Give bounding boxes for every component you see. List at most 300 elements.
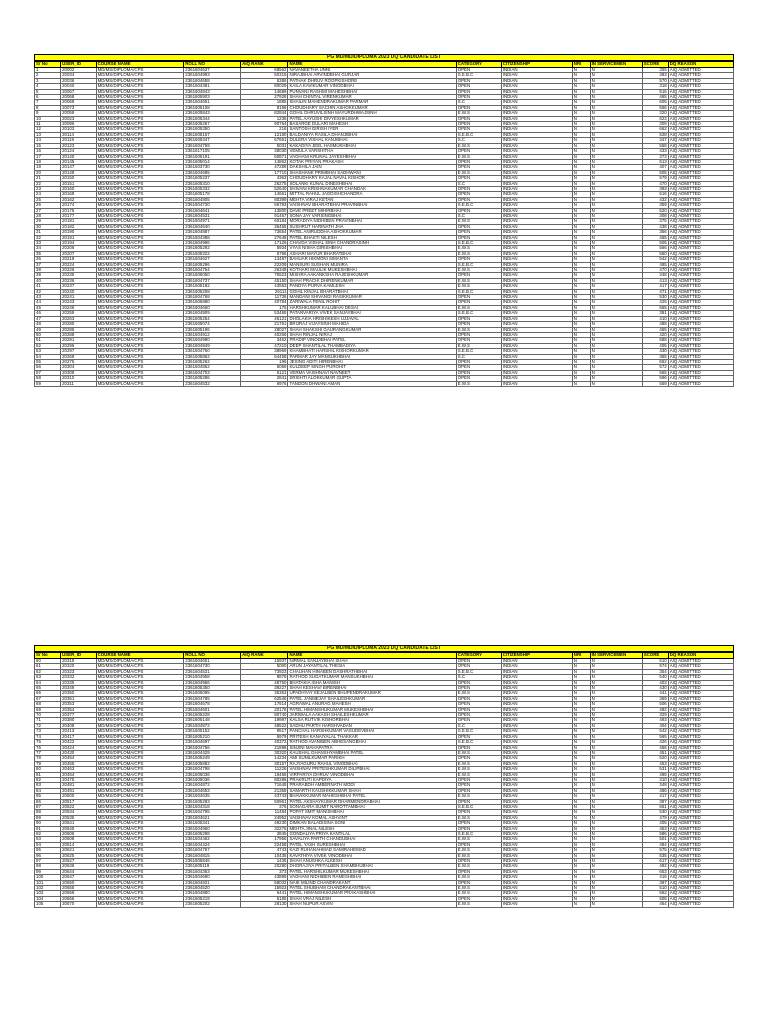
cell-category: OPEN (456, 316, 501, 321)
cell-category: E.W.S (456, 691, 501, 696)
cell-score: 453 (642, 761, 668, 766)
cell-sr-no: 3 (35, 78, 61, 83)
cell-score: 470 (642, 181, 668, 186)
cell-sr-no: 84 (35, 788, 61, 793)
cell-course-name: MD/MS/DIPLOMA/CPS (96, 896, 184, 901)
cell-name: SOLANKI KUNAL DINESHBHAI (288, 181, 456, 186)
cell-in-servicemen: N (590, 832, 642, 837)
cell-aiq-rank: 5185 (241, 896, 288, 901)
cell-category: S.E.B.C (456, 729, 501, 734)
cell-roll-no: 2361605283 (184, 799, 241, 804)
cell-user-id: 20621 (61, 848, 97, 853)
cell-score: 535 (642, 853, 668, 858)
cell-aiq-rank: 2841 (241, 376, 288, 381)
cell-dq-reason: AIQ ADMITTED (668, 305, 733, 310)
cell-name: PARMAR JAY MANSUKHBHAI (288, 354, 456, 359)
header-course-name: COURSE NAME (96, 62, 184, 68)
cell-category: OPEN (456, 376, 501, 381)
cell-in-servicemen: N (590, 864, 642, 869)
cell-citizenship: INDIAN (501, 311, 572, 316)
cell-dq-reason: AIQ ADMITTED (668, 864, 733, 869)
cell-category: E.W.S (456, 864, 501, 869)
cell-score: 495 (642, 772, 668, 777)
cell-name: DEEP SHANTILAL THAMBADIYA (288, 343, 456, 348)
header-name: NAME (288, 653, 456, 659)
cell-dq-reason: AIQ ADMITTED (668, 772, 733, 777)
cell-course-name: MD/MS/DIPLOMA/CPS (96, 713, 184, 718)
cell-roll-no: 2361604798 (184, 767, 241, 772)
cell-sr-no: 49 (35, 327, 61, 332)
cell-name: SONAGARA SUMIT NAROTTAMBHAI (288, 804, 456, 809)
cell-citizenship: INDIAN (501, 837, 572, 842)
cell-roll-no: 2361604531 (184, 669, 241, 674)
cell-citizenship: INDIAN (501, 203, 572, 208)
cell-in-servicemen: N (590, 826, 642, 831)
cell-user-id: 20280 (61, 322, 97, 327)
cell-user-id: 20190 (61, 230, 97, 235)
cell-aiq-rank: 14234 (241, 756, 288, 761)
cell-course-name: MD/MS/DIPLOMA/CPS (96, 284, 184, 289)
cell-category: E.W.S (456, 154, 501, 159)
cell-in-servicemen: N (590, 664, 642, 669)
cell-score: 425 (642, 300, 668, 305)
cell-citizenship: INDIAN (501, 273, 572, 278)
cell-name: NAIK MILIND CHANDRAKANT (288, 880, 456, 885)
cell-user-id: 20320 (61, 664, 97, 669)
cell-name: VERMA VAISHNAVI NAVNEET (288, 370, 456, 375)
cell-aiq-rank: 196 (241, 359, 288, 364)
cell-in-servicemen: N (590, 251, 642, 256)
cell-roll-no: 2361605167 (184, 132, 241, 137)
cell-category: S.E.B.C (456, 311, 501, 316)
cell-category: OPEN (456, 799, 501, 804)
cell-dq-reason: AIQ ADMITTED (668, 669, 733, 674)
cell-dq-reason: AIQ ADMITTED (668, 365, 733, 370)
cell-nri: N (572, 197, 590, 202)
cell-dq-reason: AIQ ADMITTED (668, 111, 733, 116)
cell-roll-no: 2361605249 (184, 756, 241, 761)
cell-citizenship: INDIAN (501, 230, 572, 235)
cell-course-name: MD/MS/DIPLOMA/CPS (96, 246, 184, 251)
cell-score: 623 (642, 116, 668, 121)
cell-name: PATEL HIMANSHUKUMAR PRAKASHBHAI (288, 891, 456, 896)
cell-aiq-rank: 9879 (241, 675, 288, 680)
cell-citizenship: INDIAN (501, 186, 572, 191)
cell-name: KAKADIYA JEEL HASMUKHBHAI (288, 143, 456, 148)
cell-citizenship: INDIAN (501, 359, 572, 364)
cell-in-servicemen: N (590, 289, 642, 294)
cell-citizenship: INDIAN (501, 902, 572, 907)
cell-roll-no: 2361605262 (184, 359, 241, 364)
cell-aiq-rank: 216 (241, 127, 288, 132)
cell-score: 570 (642, 78, 668, 83)
cell-category: OPEN (456, 821, 501, 826)
cell-category: S.E.B.C (456, 804, 501, 809)
cell-score: 662 (642, 127, 668, 132)
cell-citizenship: INDIAN (501, 262, 572, 267)
cell-course-name: MD/MS/DIPLOMA/CPS (96, 767, 184, 772)
cell-roll-no: 2361604627 (184, 257, 241, 262)
cell-citizenship: INDIAN (501, 702, 572, 707)
cell-roll-no: 2361605119 (184, 864, 241, 869)
cell-nri: N (572, 73, 590, 78)
cell-dq-reason: AIQ ADMITTED (668, 810, 733, 815)
cell-course-name: MD/MS/DIPLOMA/CPS (96, 875, 184, 880)
cell-sr-no: 17 (35, 154, 61, 159)
cell-citizenship: INDIAN (501, 68, 572, 73)
cell-category: E.W.S (456, 170, 501, 175)
cell-citizenship: INDIAN (501, 875, 572, 880)
cell-aiq-rank: 43553 (241, 284, 288, 289)
cell-in-servicemen: N (590, 122, 642, 127)
cell-roll-no: 2361605095 (184, 691, 241, 696)
cell-sr-no: 5 (35, 89, 61, 94)
cell-roll-no: 2361604462 (184, 837, 241, 842)
cell-sr-no: 86 (35, 799, 61, 804)
cell-score: 516 (642, 89, 668, 94)
cell-name: SRISHTI ALOKKUMAR GUPTA (288, 376, 456, 381)
cell-in-servicemen: N (590, 295, 642, 300)
header-in-servicemen: IN SERVICEMEN (590, 62, 642, 68)
cell-sr-no: 77 (35, 750, 61, 755)
cell-in-servicemen: N (590, 327, 642, 332)
cell-name: AMI SUNILKUMAR PARIKH (288, 756, 456, 761)
cell-citizenship: INDIAN (501, 89, 572, 94)
cell-aiq-rank: 17126 (241, 241, 288, 246)
cell-aiq-rank: 6441 (241, 891, 288, 896)
cell-sr-no: 10 (35, 116, 61, 121)
cell-category: OPEN (456, 116, 501, 121)
cell-category: OPEN (456, 713, 501, 718)
cell-roll-no: 2361604653 (184, 788, 241, 793)
cell-roll-no: 2361604880 (184, 891, 241, 896)
cell-course-name: MD/MS/DIPLOMA/CPS (96, 295, 184, 300)
cell-dq-reason: AIQ ADMITTED (668, 149, 733, 154)
cell-category: S.E.B.C (456, 740, 501, 745)
cell-citizenship: INDIAN (501, 788, 572, 793)
cell-sr-no: 61 (35, 664, 61, 669)
cell-course-name: MD/MS/DIPLOMA/CPS (96, 723, 184, 728)
cell-course-name: MD/MS/DIPLOMA/CPS (96, 127, 184, 132)
cell-category: OPEN (456, 826, 501, 831)
cell-dq-reason: AIQ ADMITTED (668, 804, 733, 809)
cell-user-id: 20659 (61, 891, 97, 896)
cell-citizenship: INDIAN (501, 723, 572, 728)
cell-in-servicemen: N (590, 680, 642, 685)
cell-score: 310 (642, 777, 668, 782)
cell-name: ZARIWALA FENIL ROHIT (288, 300, 456, 305)
cell-aiq-rank: 43743 (241, 794, 288, 799)
cell-citizenship: INDIAN (501, 338, 572, 343)
cell-course-name: MD/MS/DIPLOMA/CPS (96, 300, 184, 305)
cell-dq-reason: AIQ ADMITTED (668, 246, 733, 251)
cell-category: OPEN (456, 859, 501, 864)
cell-course-name: MD/MS/DIPLOMA/CPS (96, 251, 184, 256)
cell-user-id: 20275 (61, 359, 97, 364)
cell-roll-no: 2361605846 (184, 859, 241, 864)
cell-course-name: MD/MS/DIPLOMA/CPS (96, 68, 184, 73)
cell-citizenship: INDIAN (501, 799, 572, 804)
cell-aiq-rank: 67661 (241, 138, 288, 143)
cell-course-name: MD/MS/DIPLOMA/CPS (96, 842, 184, 847)
cell-course-name: MD/MS/DIPLOMA/CPS (96, 664, 184, 669)
cell-name: SHAH CHINTAL VIRENKUMAR (288, 95, 456, 100)
cell-sr-no: 38 (35, 268, 61, 273)
cell-dq-reason: AIQ ADMITTED (668, 896, 733, 901)
cell-citizenship: INDIAN (501, 381, 572, 386)
cell-name: POPAT SMIT MANISHBHAI (288, 810, 456, 815)
cell-in-servicemen: N (590, 788, 642, 793)
cell-aiq-rank: 15923 (241, 886, 288, 891)
cell-category: E.W.S (456, 886, 501, 891)
cell-category: E.W.S (456, 343, 501, 348)
cell-score: 530 (642, 295, 668, 300)
cell-name: NAVANEETHA UNNI (288, 68, 456, 73)
cell-user-id: 20636 (61, 864, 97, 869)
cell-citizenship: INDIAN (501, 73, 572, 78)
cell-course-name: MD/MS/DIPLOMA/CPS (96, 756, 184, 761)
cell-in-servicemen: N (590, 799, 642, 804)
cell-score: 565 (642, 734, 668, 739)
cell-citizenship: INDIAN (501, 170, 572, 175)
cell-citizenship: INDIAN (501, 343, 572, 348)
cell-in-servicemen: N (590, 241, 642, 246)
cell-course-name: MD/MS/DIPLOMA/CPS (96, 132, 184, 137)
cell-score: 556 (642, 105, 668, 110)
cell-in-servicemen: N (590, 837, 642, 842)
cell-roll-no: 2361604760 (184, 349, 241, 354)
cell-category: S.C (456, 723, 501, 728)
cell-roll-no: 2361605862 (184, 354, 241, 359)
cell-nri: N (572, 170, 590, 175)
cell-citizenship: INDIAN (501, 691, 572, 696)
cell-nri: N (572, 192, 590, 197)
cell-score: 413 (642, 278, 668, 283)
cell-citizenship: INDIAN (501, 740, 572, 745)
cell-user-id: 20040 (61, 84, 97, 89)
cell-citizenship: INDIAN (501, 105, 572, 110)
cell-in-servicemen: N (590, 89, 642, 94)
cell-roll-no: 2361605108 (184, 105, 241, 110)
cell-roll-no: 2361604381 (184, 84, 241, 89)
cell-dq-reason: AIQ ADMITTED (668, 875, 733, 880)
cell-category: OPEN (456, 365, 501, 370)
cell-user-id: 20291 (61, 338, 97, 343)
cell-dq-reason: AIQ ADMITTED (668, 370, 733, 375)
cell-score: 566 (642, 246, 668, 251)
cell-aiq-rank: 45150 (241, 278, 288, 283)
cell-name: PATEL BHAKTI NILESH (288, 235, 456, 240)
cell-in-servicemen: N (590, 842, 642, 847)
cell-sr-no: 69 (35, 707, 61, 712)
cell-roll-no: 2361605292 (184, 246, 241, 251)
cell-course-name: MD/MS/DIPLOMA/CPS (96, 702, 184, 707)
cell-in-servicemen: N (590, 853, 642, 858)
cell-category: E.W.S (456, 902, 501, 907)
cell-user-id: 20124 (61, 149, 97, 154)
cell-aiq-rank: 68562 (241, 68, 288, 73)
cell-roll-no: 2361604757 (184, 848, 241, 853)
cell-course-name: MD/MS/DIPLOMA/CPS (96, 262, 184, 267)
cell-roll-no: 2361605014 (184, 159, 241, 164)
cell-category: E.W.S (456, 772, 501, 777)
cell-nri: N (572, 696, 590, 701)
cell-aiq-rank: 47210 (241, 343, 288, 348)
cell-user-id: 20114 (61, 132, 97, 137)
cell-aiq-rank: 27648 (241, 235, 288, 240)
cell-roll-no: 2361605903 (184, 95, 241, 100)
cell-aiq-rank: 17956 (241, 837, 288, 842)
cell-nri: N (572, 176, 590, 181)
cell-sr-no: 29 (35, 219, 61, 224)
cell-aiq-rank: 13800 (241, 208, 288, 213)
cell-score: 665 (642, 305, 668, 310)
cell-roll-no: 2361604909 (184, 311, 241, 316)
cell-nri: N (572, 365, 590, 370)
cell-nri: N (572, 343, 590, 348)
cell-user-id: 20096 (61, 122, 97, 127)
cell-name: SHAH NUPUR ASVIN (288, 902, 456, 907)
cell-user-id: 20475 (61, 777, 97, 782)
header-roll-no: ROLL NO (184, 653, 241, 659)
cell-dq-reason: AIQ ADMITTED (668, 89, 733, 94)
cell-category: OPEN (456, 159, 501, 164)
cell-category: OPEN (456, 105, 501, 110)
cell-roll-no: 2361605050 (184, 273, 241, 278)
cell-name: MANDANI SHIVANGI RASIKKUMAR (288, 295, 456, 300)
cell-score: 405 (642, 343, 668, 348)
cell-sr-no: 50 (35, 332, 61, 337)
cell-roll-no: 2361604737 (184, 278, 241, 283)
cell-in-servicemen: N (590, 138, 642, 143)
cell-score: 466 (642, 745, 668, 750)
cell-name: GOHIL DHRUVILSINH MAYURDHWAJSINH (288, 111, 456, 116)
cell-aiq-rank: 26111 (241, 289, 288, 294)
cell-category: E.W.S (456, 794, 501, 799)
cell-name: ARUN JAYANTILAL THESIA (288, 664, 456, 669)
header-citizenship: CITIZENSHIP (501, 62, 572, 68)
cell-sr-no: 39 (35, 273, 61, 278)
cell-score: 513 (642, 159, 668, 164)
cell-citizenship: INDIAN (501, 707, 572, 712)
cell-name: TANDON DHWANI AMAN (288, 381, 456, 386)
cell-course-name: MD/MS/DIPLOMA/CPS (96, 257, 184, 262)
cell-citizenship: INDIAN (501, 815, 572, 820)
cell-course-name: MD/MS/DIPLOMA/CPS (96, 750, 184, 755)
cell-name: SHAH PRACHI DHIRENKUMAR (288, 278, 456, 283)
cell-roll-no: 2361604520 (184, 886, 241, 891)
cell-aiq-rank: 36455 (241, 224, 288, 229)
cell-name: SHASHANK PRIMBHAI SADHWANI (288, 170, 456, 175)
cell-dq-reason: AIQ ADMITTED (668, 349, 733, 354)
cell-nri: N (572, 213, 590, 218)
cell-name: DAKSHILA JAIN (288, 165, 456, 170)
cell-aiq-rank: 20280 (241, 864, 288, 869)
cell-score: 403 (642, 680, 668, 685)
cell-category: S.E.B.C (456, 349, 501, 354)
cell-category: OPEN (456, 370, 501, 375)
cell-course-name: MD/MS/DIPLOMA/CPS (96, 154, 184, 159)
cell-user-id: 20123 (61, 143, 97, 148)
cell-dq-reason: AIQ ADMITTED (668, 208, 733, 213)
cell-in-servicemen: N (590, 370, 642, 375)
cell-category: E.W.S (456, 848, 501, 853)
cell-name: MISHRA AAKANKSHA RAJESHKUMAR (288, 273, 456, 278)
cell-in-servicemen: N (590, 756, 642, 761)
cell-category: S.C (456, 675, 501, 680)
cell-user-id: 20644 (61, 869, 97, 874)
cell-dq-reason: AIQ ADMITTED (668, 224, 733, 229)
cell-aiq-rank: 14862 (241, 159, 288, 164)
cell-roll-no: 2361604635 (184, 794, 241, 799)
cell-category: E.W.S (456, 767, 501, 772)
cell-in-servicemen: N (590, 159, 642, 164)
cell-course-name: MD/MS/DIPLOMA/CPS (96, 848, 184, 853)
cell-name: KOTAK PRIYAN PRAKASH (288, 159, 456, 164)
cell-user-id: 20413 (61, 729, 97, 734)
cell-score: 417 (642, 284, 668, 289)
cell-sr-no: 41 (35, 284, 61, 289)
cell-aiq-rank: 39227 (241, 686, 288, 691)
cell-score: 441 (642, 691, 668, 696)
cell-in-servicemen: N (590, 230, 642, 235)
cell-aiq-rank: 12180 (241, 132, 288, 137)
cell-nri: N (572, 891, 590, 896)
cell-in-servicemen: N (590, 322, 642, 327)
cell-course-name: MD/MS/DIPLOMA/CPS (96, 116, 184, 121)
cell-score: 540 (642, 675, 668, 680)
cell-roll-no: 2361604363 (184, 869, 241, 874)
cell-in-servicemen: N (590, 154, 642, 159)
cell-name: VAISHNAV KOMAL ASHVINT (288, 815, 456, 820)
cell-score: 373 (642, 154, 668, 159)
cell-citizenship: INDIAN (501, 886, 572, 891)
cell-dq-reason: AIQ ADMITTED (668, 783, 733, 788)
cell-aiq-rank: 52640 (241, 186, 288, 191)
cell-roll-no: 2361604912 (184, 332, 241, 337)
cell-aiq-rank: 27928 (241, 95, 288, 100)
cell-course-name: MD/MS/DIPLOMA/CPS (96, 268, 184, 273)
cell-citizenship: INDIAN (501, 349, 572, 354)
cell-category: OPEN (456, 208, 501, 213)
cell-aiq-rank: 175 (241, 305, 288, 310)
cell-user-id: 20647 (61, 875, 97, 880)
cell-user-id: 20237 (61, 284, 97, 289)
cell-in-servicemen: N (590, 116, 642, 121)
cell-in-servicemen: N (590, 880, 642, 885)
cell-aiq-rank: 6796 (241, 251, 288, 256)
cell-citizenship: INDIAN (501, 826, 572, 831)
cell-roll-no: 2361605880 (184, 300, 241, 305)
cell-category: E.W.S (456, 251, 501, 256)
cell-citizenship: INDIAN (501, 192, 572, 197)
cell-aiq-rank: 26275 (241, 181, 288, 186)
cell-user-id: 20068 (61, 95, 97, 100)
cell-nri: N (572, 761, 590, 766)
cell-roll-no: 2361604754 (184, 268, 241, 273)
cell-in-servicemen: N (590, 810, 642, 815)
cell-roll-no: 2361604651 (184, 100, 241, 105)
cell-roll-no: 2361603730 (184, 165, 241, 170)
cell-user-id: 20332 (61, 675, 97, 680)
cell-roll-no: 2361604785 (184, 696, 241, 701)
cell-citizenship: INDIAN (501, 680, 572, 685)
cell-citizenship: INDIAN (501, 197, 572, 202)
cell-sr-no: 71 (35, 718, 61, 723)
cell-sr-no: 22 (35, 181, 61, 186)
cell-citizenship: INDIAN (501, 100, 572, 105)
cell-category: OPEN (456, 89, 501, 94)
